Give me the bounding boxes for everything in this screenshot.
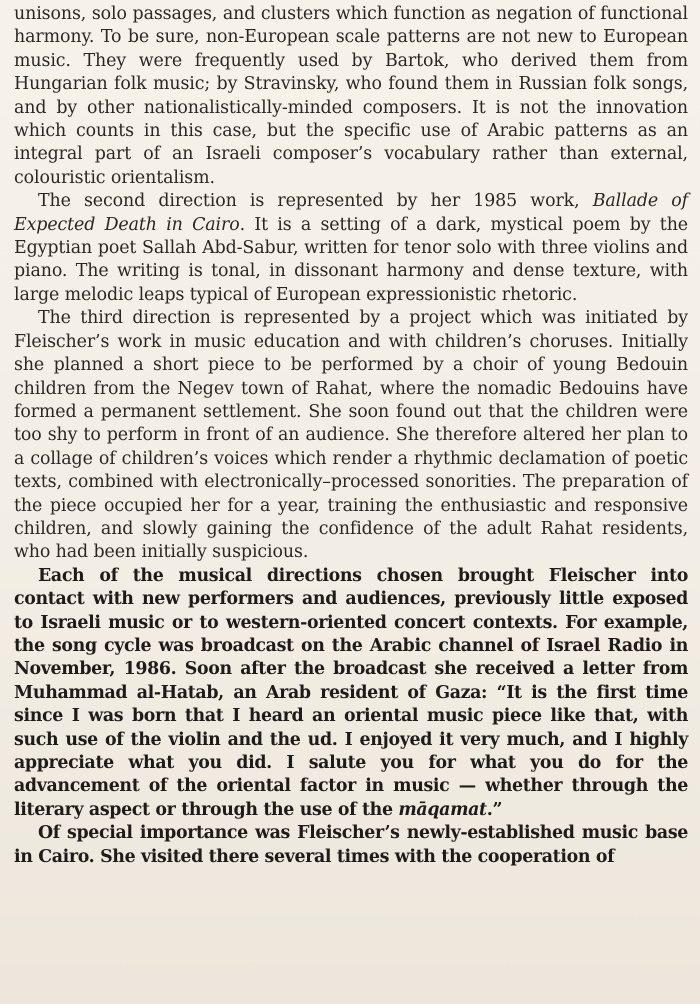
paragraph-5 bbox=[14, 822, 688, 869]
paragraph-3-text: The third direction is represented by a project which was initiated by Fleischer’s work in music education and with children’s choruses. Initially she planned a short piece to be performed by a choir of young Bedouin children from the Negev town of Rahat, where the nomadic Bedouins have formed a permanent settlement. She soon found out that the children were too shy to perform in front of an audience. She therefore altered her plan to a collage of children’s voices which render a rhythmic declamation of poetic texts, combined with electronically–processed sonorities. The preparation of the piece occupied her for a year, training the enthusiastic and responsive children, and slowly gaining the confidence of the adult Rahat residents, who had been initially suspicious. bbox=[14, 308, 688, 563]
paragraph-2-text-a: The second direction is represented by her 1985 work, bbox=[38, 191, 593, 212]
work-title-ballade: Ballade of Expected Death in Cairo bbox=[14, 191, 688, 235]
term-maqamat: māqamat bbox=[398, 799, 487, 820]
paragraph-2 bbox=[14, 190, 688, 307]
paragraph-5-text: Of special importance was Fleischer’s newly-established music base in Cairo. She visited there several times with the cooperation of bbox=[14, 823, 688, 867]
paragraph-4-text-b: .” bbox=[486, 799, 503, 820]
paragraph-4 bbox=[14, 565, 688, 822]
paragraph-2-text-b: . It is a setting of a dark, mystical poem by the Egyptian poet Sallah Abd-Sabur, written for tenor solo with three violins and piano. The writing is tonal, in dissonant harmony and dense texture, with large melodic leaps typical of European expressionistic rhetoric. bbox=[14, 214, 688, 305]
paragraph-3 bbox=[14, 307, 688, 564]
paragraph-1-text: unisons, solo passages, and clusters which function as negation of functional harmony. To be sure, non-European scale patterns are not new to European music. They were frequently used by Bartok, who derived them from Hungarian folk music; by Stravinsky, who found them in Russian folk songs, and by other nationalistically-minded composers. It is not the innovation which counts in this case, but the specific use of Arabic patterns as an integral part of an Israeli composer’s vocabulary rather than external, colouristic orientalism. bbox=[14, 4, 688, 188]
paragraph-1 bbox=[14, 3, 688, 190]
paragraph-4-text-a: Each of the musical directions chosen brought Fleischer into contact with new performers and audiences, previously little exposed to Israeli music or to western-oriented concert contexts. For example, the song cycle was broadcast on the Arabic channel of Israel Radio in November, 1986. Soon after the broadcast she received a letter from Muhammad al-Hatab, an Arab resident of Gaza: “It is the first time since I was born that I heard an oriental music piece like that, with such use of the violin and the ud. I enjoyed it very much, and I highly appreciate what you did. I salute you for what you do for the advancement of the oriental factor in music — whether through the literary aspect or through the use of the bbox=[14, 565, 688, 820]
